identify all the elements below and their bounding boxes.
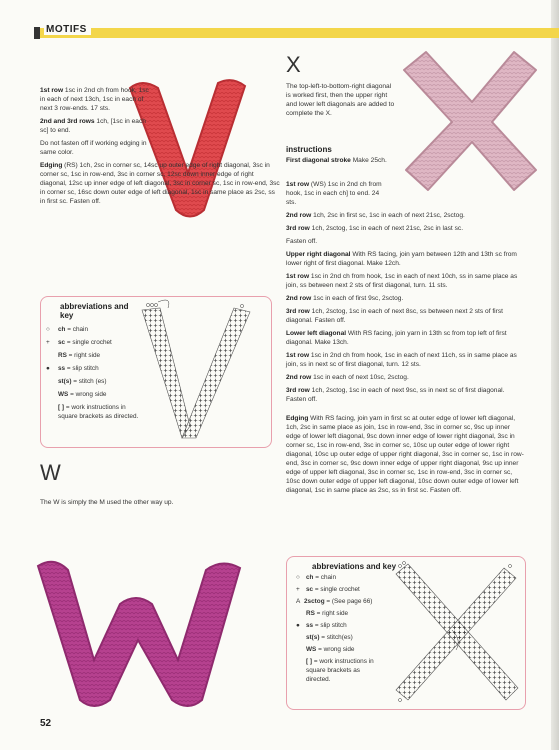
2sctog-symbol-icon: A <box>296 598 301 605</box>
x-crochet-motif <box>396 40 546 200</box>
abbr-item: ○ ch = chain <box>46 326 89 333</box>
w-description: The W is simply the M used the other way up. <box>40 499 174 506</box>
chain-symbol-icon: ○ <box>296 574 300 581</box>
header-bar <box>34 28 559 38</box>
x-row: Lower left diagonal With RS facing, join yarn in 13th sc from top left of first diagonal. Make 13ch. <box>286 330 507 346</box>
x-heading: X <box>286 52 301 77</box>
abbr-item: + sc = single crochet <box>296 586 360 593</box>
abbr-item: WS = wrong side <box>58 391 107 398</box>
abbr-item: RS = right side <box>306 610 349 617</box>
x-first-stroke: First diagonal stroke Make 25ch. <box>286 157 387 164</box>
x-edging: Edging With RS facing, join yarn in first sc at outer edge of lower left diagonal, 1ch, 2sc in same place as join, 1sc in row-end, 3sc in corner sc, 9sc up inner edge of lower left diagonal, 9sc down inner edge of lower right diagonal, 3sc in corner sc, 1sc in row-end, 3sc in corner sc, 10sc up outer edge of lower right diagonal, 10sc up outer edge of upper right diagonal, 3sc in corner sc, 1sc in row-end, 3sc in corner sc, 9sc down inner edge of upper right diagonal, 9sc up inner edge of upper left diagonal, 3sc in corner sc, 1sc in row-end, 3sc in corner sc, 10sc down outer edge of upper left diagonal, 10sc down outer edge of lower left diagonal, 1sc in same place as 2sc, ss in first sc. Fasten off. <box>286 415 524 494</box>
x-row: 3rd row 1ch, 2sctog, 1sc in each of next 8sc, ss between next 2 sts of first diagonal. Fasten off. <box>286 308 503 324</box>
abbr-item: [ ] = work instructions in <box>306 658 374 665</box>
ss-symbol-icon: ● <box>46 365 50 372</box>
sc-symbol-icon: + <box>296 586 300 593</box>
abbr-item: ○ ch = chain <box>296 574 337 581</box>
x-row: 1st row 1sc in 2nd ch from hook, 1sc in each of next 11ch, ss in same place as join, ss in next sc of first diagonal, turn. 12 sts. <box>286 352 517 368</box>
x-stitch-chart <box>392 560 522 710</box>
chain-symbol-icon: ○ <box>46 326 50 333</box>
abbr-item: square brackets as <box>306 667 360 674</box>
header-marker <box>34 27 40 39</box>
x-row: Upper right diagonal With RS facing, join yarn between 12th and 13th sc from lower right of first diagonal. Make 12ch. <box>286 251 517 267</box>
v-abbr-title: abbreviations and key <box>60 302 129 320</box>
abbr-item: A 2sctog = (See page 66) <box>296 598 373 605</box>
abbr-item: + sc = single crochet <box>46 339 112 346</box>
abbr-item: directed. <box>306 676 331 683</box>
w-heading: W <box>40 460 61 485</box>
v-row-2: 2nd and 3rd rows 1ch, [1sc in each sc] to end. <box>40 118 146 134</box>
v-instructions <box>40 86 280 210</box>
x-instructions-heading: instructions <box>286 145 332 154</box>
v-stitch-chart <box>138 298 258 448</box>
x-row: Fasten off. <box>286 238 318 245</box>
w-crochet-motif <box>30 552 280 712</box>
section-title: MOTIFS <box>44 24 91 35</box>
x-instructions-body <box>286 180 526 499</box>
v-row-1: 1st row 1sc in 2nd ch from hook, 1sc in each of next 13ch, 1sc in each of next 3 row-ends. 17 sts. <box>40 87 149 112</box>
abbr-item: st(s) = stitch (es) <box>58 378 107 385</box>
abbr-item: [ ] = work instructions in <box>58 404 126 411</box>
x-row: 2nd row 1sc in each of next 10sc, 2sctog. <box>286 374 409 381</box>
x-intro: The top-left-to-bottom-right diagonal is worked first, then the upper right and lower left diagonals are added to complete the X. <box>286 83 395 117</box>
x-row: 3rd row 1ch, 2sctog, 1sc in each of next 9sc, ss in next sc of first diagonal. Fasten off. <box>286 387 505 403</box>
abbr-item: ● ss = slip stitch <box>296 622 347 629</box>
x-row: 2nd row 1ch, 2sc in first sc, 1sc in each of next 21sc, 2sctog. <box>286 212 465 219</box>
x-row: 1st row 1sc in 2nd ch from hook, 1sc in each of next 10ch, ss in same place as join, ss between next 2 sts of first diagonal, turn. 11 sts. <box>286 273 518 289</box>
abbr-item: RS = right side <box>58 352 101 359</box>
page-edge <box>551 0 559 750</box>
sc-symbol-icon: + <box>46 339 50 346</box>
abbr-item: square brackets as directed. <box>58 413 139 420</box>
page-number: 52 <box>40 718 52 729</box>
x-row: 1st row (WS) 1sc in 2nd ch from hook, 1sc in each ch] to end. 24 sts. <box>286 181 382 206</box>
x-row: 3rd row 1ch, 2sctog, 1sc in each of next 21sc, 2sc in last sc. <box>286 225 464 232</box>
x-row: 2nd row 1sc in each of first 9sc, 2sctog. <box>286 295 404 302</box>
v-row-3: Do not fasten off if working edging in same color. <box>40 140 147 156</box>
v-edging: Edging (RS) 1ch, 2sc in corner sc, 14sc up outer edge of right diagonal, 3sc in corner sc, 1sc in row-end, 3sc in corner sc, 12sc down inner edge of right diagonal, 12sc up inner edge of left diagonal, 3sc in corner sc, 1sc in row-end, 3sc in corner sc, 16sc down outer edge of left diagonal, 1sc in same place as 2sc, ss in first sc. Fasten off. <box>40 162 280 205</box>
abbr-item: ● ss = slip stitch <box>46 365 99 372</box>
abbr-item: st(s) = stitch(es) <box>306 634 353 641</box>
abbr-item: WS = wrong side <box>306 646 355 653</box>
x-abbr-title: abbreviations and key <box>312 562 397 571</box>
ss-symbol-icon: ● <box>296 622 300 629</box>
